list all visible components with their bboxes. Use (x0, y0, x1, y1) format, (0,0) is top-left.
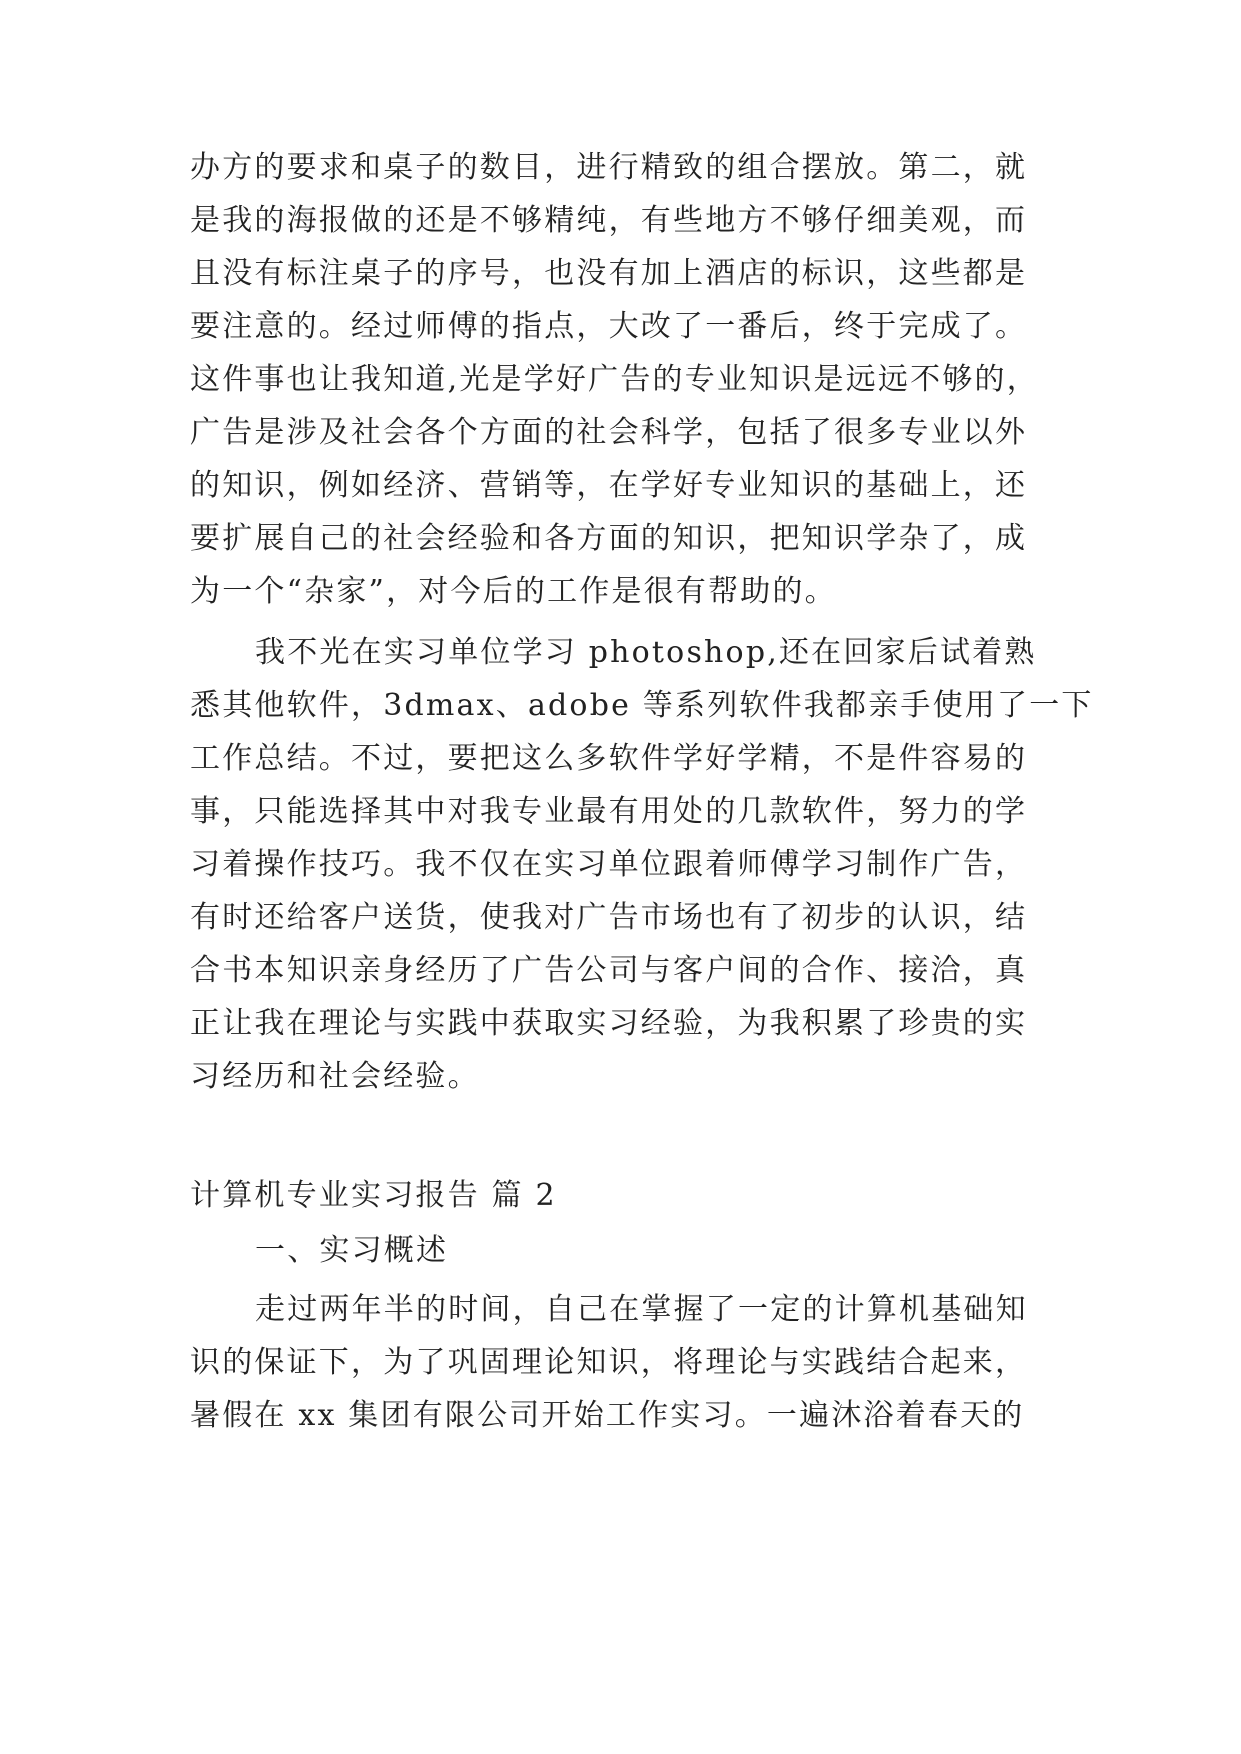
paragraph-line: 习经历和社会经验。 (190, 1059, 480, 1094)
paragraph-line: 这件事也让我知道,光是学好广告的专业知识是远远不够的， (190, 362, 1039, 397)
paragraph-line: 事，只能选择其中对我专业最有用处的几款软件，努力的学 (190, 794, 1028, 829)
paragraph-line: 工作总结。不过，要把这么多软件学好学精，不是件容易的 (190, 741, 1028, 776)
paragraph-line: 为一个“杂家”，对今后的工作是很有帮助的。 (190, 574, 837, 609)
paragraph-line: 是我的海报做的还是不够精纯，有些地方不够仔细美观，而 (190, 203, 1028, 238)
paragraph-line: 且没有标注桌子的序号，也没有加上酒店的标识，这些都是 (190, 256, 1028, 291)
paragraph-line: 暑假在 xx 集团有限公司开始工作实习。一遍沐浴着春天的 (190, 1398, 1025, 1433)
paragraph-line: 正让我在理论与实践中获取实习经验，为我积累了珍贵的实 (190, 1006, 1028, 1041)
paragraph-line: 办方的要求和桌子的数目，进行精致的组合摆放。第二，就 (190, 150, 1028, 185)
paragraph-line: 要注意的。经过师傅的指点，大改了一番后，终于完成了。 (190, 309, 1028, 344)
section-title: 计算机专业实习报告 篇 2 (190, 1178, 557, 1213)
paragraph-line: 有时还给客户送货，使我对广告市场也有了初步的认识，结 (190, 900, 1028, 935)
paragraph-line: 识的保证下，为了巩固理论知识，将理论与实践结合起来， (190, 1345, 1028, 1380)
paragraph-line: 要扩展自己的社会经验和各方面的知识，把知识学杂了，成 (190, 521, 1028, 556)
subsection-title: 一、实习概述 (255, 1233, 449, 1268)
paragraph-line: 广告是涉及社会各个方面的社会科学，包括了很多专业以外 (190, 415, 1028, 450)
paragraph-line: 我不光在实习单位学习 photoshop,还在回家后试着熟 (255, 635, 1037, 670)
paragraph-line: 悉其他软件，3dmax、adobe 等系列软件我都亲手使用了一下 (190, 688, 1094, 723)
paragraph-line: 走过两年半的时间，自己在掌握了一定的计算机基础知 (255, 1292, 1028, 1327)
paragraph-line: 合书本知识亲身经历了广告公司与客户间的合作、接洽，真 (190, 953, 1028, 988)
paragraph-line: 习着操作技巧。我不仅在实习单位跟着师傅学习制作广告， (190, 847, 1028, 882)
paragraph-line: 的知识，例如经济、营销等，在学好专业知识的基础上，还 (190, 468, 1028, 503)
